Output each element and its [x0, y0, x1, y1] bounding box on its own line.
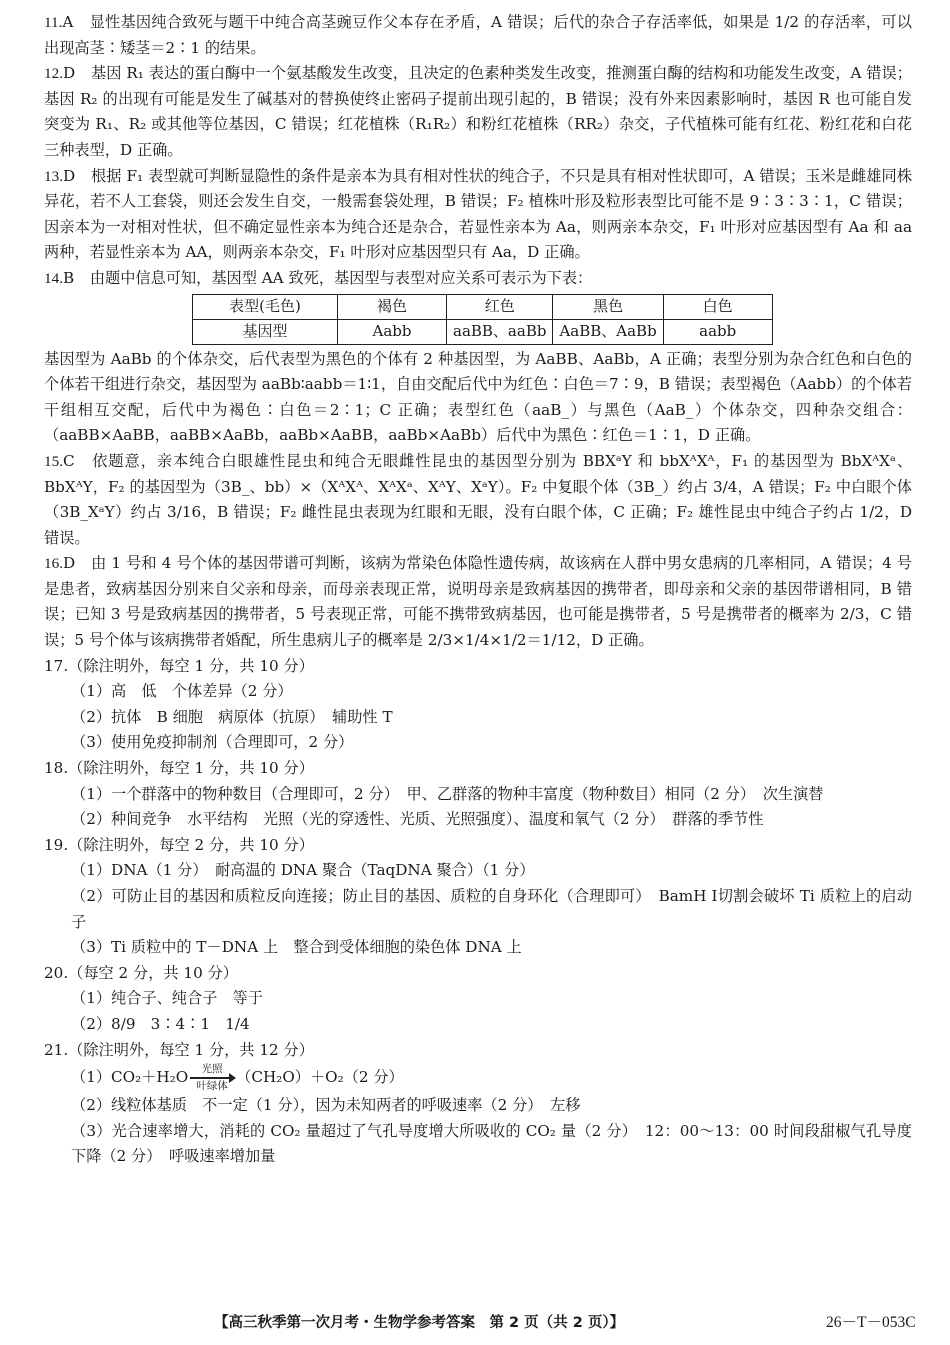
- answer-line: （3）使用免疫抑制剂（合理即可，2 分）: [71, 733, 354, 752]
- genotype-table-wrap: [44, 294, 912, 345]
- table-cell: 基因型: [193, 319, 338, 344]
- explanation-text: 由 1 号和 4 号个体的基因带谱可判断，该病为常染色体隐性遗传病，故该病在人群中男女患病的几率相同，A 错误；4 号是患者，致病基因分别来自父亲和母亲，而母亲表现正常，说明母亲是致病基因的携带者，即母亲和父亲的基因带谱相同，B 错误；已知 3 号是致病基因的携带者，5 号表现正常，可能不携带致病基因，也可能是携带者，5 号是携带者的概率为 2/3，C 错误；5 号个体与该病携带者婚配，所生患病儿子的概率是 2/3×1/4×1/2＝1/12，D 正确。: [44, 554, 912, 650]
- answer-line: （3）Ti 质粒中的 T－DNA 上 整合到受体细胞的染色体 DNA 上: [71, 938, 522, 957]
- question-14-para: [44, 266, 912, 292]
- answer-line: （3）光合速率增大，消耗的 CO₂ 量超过了气孔导度增大所吸收的 CO₂ 量（2 分） 12：00～13：00 时间段甜椒气孔导度下降（2 分） 呼吸速率增加量: [71, 1121, 912, 1166]
- answer-line: （2）抗体 B 细胞 病原体（抗原） 辅助性 T: [71, 707, 393, 726]
- question-20-header: 20.（每空 2 分，共 10 分）: [44, 963, 238, 982]
- explanation-text: 显性基因纯合致死与题干中纯合高茎豌豆作父本存在矛盾，A 错误；后代的杂合子存活率低，如果是 1/2 的存活率，可以出现高茎∶矮茎＝2∶1 的结果。: [44, 13, 912, 57]
- answer-line: （1）高 低 个体差异（2 分）: [71, 682, 293, 701]
- question-14: [44, 266, 912, 449]
- table-row-genotype: [193, 319, 773, 344]
- table-cell: 红色: [447, 294, 553, 319]
- footer-title: 【高三秋季第一次月考・生物学参考答案 第 2 页（共 2 页）】: [214, 1315, 625, 1331]
- answer-letter: A: [62, 13, 74, 31]
- photosynthesis-equation: [44, 1063, 912, 1093]
- table-cell: 黑色: [553, 294, 663, 319]
- question-18: [44, 756, 912, 833]
- question-number: 14.: [44, 269, 63, 287]
- table-cell: aaBB、aaBb: [447, 319, 553, 344]
- question-number: 11.: [44, 14, 63, 31]
- question-17: [44, 654, 912, 756]
- question-19-header: 19.（除注明外，每空 2 分，共 10 分）: [44, 835, 314, 854]
- question-number: 13.: [44, 167, 63, 185]
- table-cell: 褐色: [338, 294, 447, 319]
- question-15: [44, 449, 912, 551]
- question-16-para: [44, 551, 912, 653]
- answer-letter: D: [62, 64, 76, 83]
- explanation-text: 根据 F₁ 表型就可判断显隐性的条件是亲本为具有相对性状的纯合子，不只是具有相对性状即可，A 错误；玉米是雌雄同株异花，若不人工套袋，则还会发生自交，一般需套袋处理，B 错误；F₂ 植株叶形及粒形表型比可能不是 9∶3∶3∶1，C 错误；因亲本为一对相对性状，但不确定显性亲本为纯合还是杂合，若显性亲本为 Aa，则两亲本杂交，F₁ 叶形对应基因型有 Aa 和 aa 两种，若显性亲本为 AA，则两亲本杂交，F₁ 叶形对应基因型只有 Aa，D 正确。: [44, 166, 913, 262]
- question-21-header: 21.（除注明外，每空 1 分，共 12 分）: [44, 1040, 314, 1059]
- question-19: [44, 833, 912, 961]
- answer-letter: C: [62, 451, 75, 470]
- table-row-phenotype: [193, 294, 773, 319]
- answer-line: （2）8/9 3∶4∶1 1/4: [71, 1014, 250, 1033]
- answer-line: （2）可防止目的基因和质粒反向连接；防止目的基因、质粒的自身环化（合理即可） BamH Ⅰ切割会破坏 Ti 质粒上的启动子: [71, 887, 912, 931]
- question-11-para: [44, 10, 912, 61]
- equation-condition-bottom: 叶绿体: [196, 1080, 228, 1093]
- question-number: 12.: [44, 65, 63, 83]
- explanation-text: 依题意，亲本纯合白眼雄性昆虫和纯合无眼雌性昆虫的基因型分别为 BBXᵃY 和 bbXᴬXᴬ，F₁ 的基因型为 BbXᴬXᵃ、BbXᴬY，F₂ 的基因型为（3B_、bb）×（XᴬXᴬ、XᴬXᵃ、XᴬY、XᵃY）。F₂ 中复眼个体（3B_）约占 3/4，A 错误；F₂ 中白眼个体（3B_XᵃY）约占 3/16，B 错误；F₂ 雌性昆虫表现为红眼和无眼，没有白眼个体，C 正确；F₂ 雄性昆虫中纯合子约占 1/2，D 错误。: [44, 451, 913, 547]
- table-cell: AaBB、AaBb: [553, 319, 663, 344]
- question-21: [44, 1038, 912, 1170]
- question-16: [44, 551, 912, 653]
- question-15-para: [44, 449, 912, 551]
- equation-right: （CH₂O）＋O₂（2 分）: [236, 1068, 404, 1087]
- answer-line: （2）种间竞争 水平结构 光照（光的穿透性、光质、光照强度）、温度和氧气（2 分） 群落的季节性: [71, 810, 764, 829]
- equation-left: （1）CO₂＋H₂O: [71, 1068, 189, 1087]
- answer-line: （2）线粒体基质 不一定（1 分），因为未知两者的呼吸速率（2 分） 左移: [71, 1096, 581, 1115]
- explanation-text: 基因 R₁ 表达的蛋白酶中一个氨基酸发生改变，且决定的色素种类发生改变，推测蛋白酶的结构和功能发生改变，A 错误；基因 R₂ 的出现有可能是发生了碱基对的替换使终止密码子提前出现引起的，B 错误；没有外来因素影响时，基因 R 也可能自发突变为 R₁、R₂ 或其他等位基因，C 错误；红花植株（R₁R₂）和粉红花植株（RR₂）杂交，子代植株可能有红花、粉红花和白花三种表型，D 正确。: [44, 64, 912, 159]
- page-footer: [0, 1310, 950, 1336]
- table-cell: Aabb: [338, 319, 447, 344]
- answer-line: （1）一个群落中的物种数目（合理即可，2 分） 甲、乙群落的物种丰富度（物种数目）相同（2 分） 次生演替: [71, 784, 824, 803]
- explanation-text: 由题中信息可知，基因型 AA 致死，基因型与表型对应关系可表示为下表：: [89, 268, 593, 287]
- question-number: 15.: [44, 452, 63, 470]
- answer-letter: D: [62, 166, 76, 185]
- question-12: [44, 61, 912, 163]
- answer-content: [44, 10, 912, 1170]
- answer-letter: D: [62, 554, 76, 573]
- question-12-para: [44, 61, 912, 163]
- question-13: [44, 164, 912, 266]
- question-11: [44, 10, 912, 61]
- equation-condition-top: 光照: [201, 1063, 223, 1076]
- question-number: 16.: [44, 555, 63, 573]
- genotype-table: [192, 294, 773, 345]
- answer-line: （1）DNA（1 分） 耐高温的 DNA 聚合（TaqDNA 聚合）（1 分）: [71, 861, 535, 880]
- question-13-para: [44, 164, 912, 266]
- question-18-header: 18.（除注明外，每空 1 分，共 10 分）: [44, 759, 314, 778]
- question-17-header: 17.（除注明外，每空 1 分，共 10 分）: [44, 656, 314, 675]
- table-cell: aabb: [663, 319, 772, 344]
- answer-letter: B: [62, 268, 75, 287]
- table-cell: 白色: [663, 294, 772, 319]
- table-cell: 表型(毛色): [193, 294, 338, 319]
- question-14-after-table: 基因型为 AaBb 的个体杂交，后代表型为黑色的个体有 2 种基因型，为 AaBB、AaBb，A 正确；表型分别为杂合红色和白色的个体若干组进行杂交，基因型为 aaBb∶aabb＝1∶1，自由交配后代中为红色∶白色＝7∶9，B 错误；表型褐色（Aabb）的个体若干组相互交配，后代中为褐色∶白色＝2∶1；C 正确；表型红色（aaB_）与黑色（AaB_）个体杂交，四种杂交组合：（aaBB×AaBB，aaBB×AaBb，aaBb×AaBB，aaBb×AaBb）后代中为黑色∶红色＝1∶1，D 正确。: [44, 349, 912, 445]
- arrow-icon: [190, 1077, 234, 1079]
- question-20: [44, 961, 912, 1038]
- reaction-arrow: [190, 1063, 234, 1093]
- footer-code: 26－T－053C: [826, 1314, 916, 1331]
- answer-line: （1）纯合子、纯合子 等于: [71, 989, 263, 1008]
